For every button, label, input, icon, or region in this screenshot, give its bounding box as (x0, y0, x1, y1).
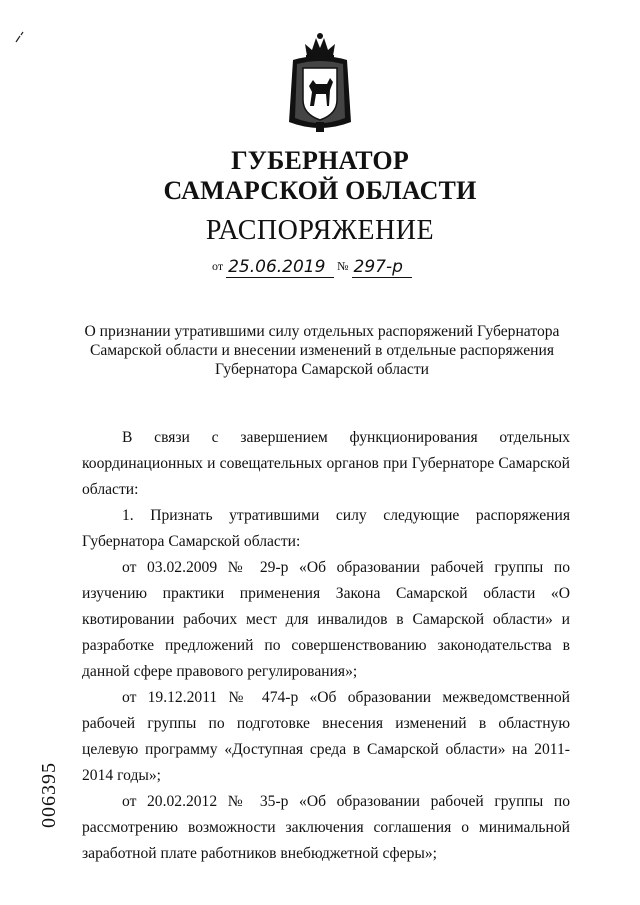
body-paragraph: от 03.02.2009 № 29-р «Об образовании рабочей группы по изучению практики применения Закона Самарской области «О квотировании рабочих мест для инвалидов в Самарской области» и разработке предложений по совершенствованию законодательства в данной сфере правового регулирования»; (82, 559, 570, 680)
subject-line: Губернатора Самарской области (214, 361, 430, 378)
body-paragraph: от 19.12.2011 № 474-р «Об образовании межведомственной рабочей группы по подготовке внесения изменений в областную целевую программу «Доступная среда в Самарской области» на 2011-2014 годы»; (82, 689, 570, 784)
document-type-title: РАСПОРЯЖЕНИЕ (205, 215, 435, 246)
document-date: 25.06.2019 (226, 257, 334, 278)
date-number-line (212, 254, 432, 278)
authority-title-line1: ГУБЕРНАТОР (231, 146, 409, 175)
body-paragraph: от 20.02.2012 № 35-р «Об образовании рабочей группы по рассмотрению возможности заключения соглашения о минимальной заработной плате работников внебюджетной сферы»; (82, 793, 570, 862)
number-label: № (337, 259, 349, 273)
authority-title-line2: САМАРСКОЙ ОБЛАСТИ (163, 176, 477, 205)
date-label: от (212, 259, 224, 273)
coat-of-arms-icon (285, 30, 355, 135)
body-paragraph: В связи с завершением функционирования отдельных координационных и совещательных органов при Губернаторе Самарской области: (82, 429, 570, 498)
subject-line: О признании утратившими силу отдельных распоряжений Губернатора (84, 323, 560, 340)
subject-line: Самарской области и внесении изменений в отдельные распоряжения (89, 342, 555, 359)
serial-number-stamp: 006395 (38, 762, 60, 828)
document-body (82, 425, 570, 867)
document-number: 297-р (352, 257, 412, 278)
body-paragraph: 1. Признать утратившими силу следующие распоряжения Губернатора Самарской области: (82, 507, 570, 550)
pen-mark-icon (14, 30, 26, 44)
document-subject (82, 322, 562, 379)
